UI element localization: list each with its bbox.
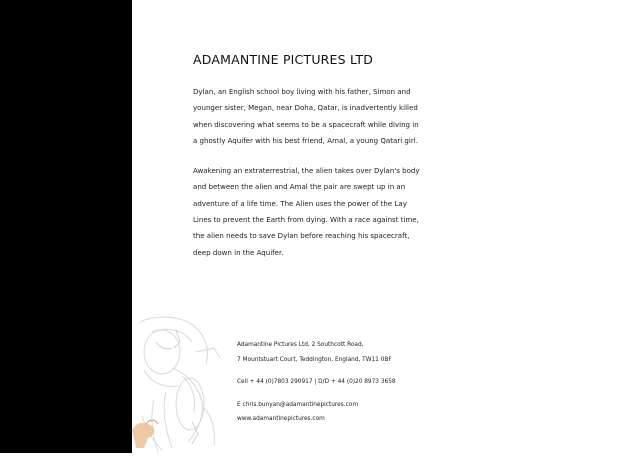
- company-title: ADAMANTINE PICTURES LTD: [193, 52, 374, 67]
- black-side-band: [0, 0, 132, 453]
- synopsis-line: the alien needs to save Dylan before reaching his spacecraft,: [193, 231, 410, 241]
- synopsis-line: Awakening an extraterrestrial, the alien takes over Dylan's body: [193, 166, 420, 176]
- phone-line: Cell + 44 (0)7803 290917 | D/D + 44 (0)20 8973 3658: [237, 379, 396, 386]
- synopsis-paragraph-2: [193, 163, 483, 261]
- synopsis-paragraph-1: [193, 84, 483, 149]
- synopsis-line: younger sister, Megan, near Doha, Qatar, is inadvertently killed: [193, 103, 418, 113]
- address-line: Adamantine Pictures Ltd, 2 Southcott Road,: [237, 342, 364, 348]
- armored-figure-illustration: [132, 312, 232, 453]
- synopsis-line: when discovering what seems to be a spacecraft while diving in: [193, 119, 419, 129]
- address-line: 7 Mountstuart Court, Teddington, England, TW11 0BF: [237, 356, 392, 363]
- synopsis-line: and between the alien and Amal the pair are swept up in an: [193, 182, 406, 192]
- synopsis-line: deep down in the Aquifer.: [193, 247, 284, 257]
- contact-block: [237, 338, 497, 427]
- synopsis-line: Dylan, an English school boy living with his father, Simon and: [193, 87, 411, 96]
- synopsis-line: a ghostly Aquifer with his best friend, Amal, a young Qatari girl.: [193, 135, 418, 145]
- synopsis-line: Lines to prevent the Earth from dying. With a race against time,: [193, 215, 419, 225]
- email-link[interactable]: E chris.bunyan@adamantinepictures.com: [237, 401, 358, 408]
- synopsis-line: adventure of a life time. The Alien uses the power of the Lay: [193, 198, 407, 208]
- synopsis-section: [193, 52, 483, 275]
- website-link[interactable]: www.adamantinepictures.com: [237, 416, 325, 423]
